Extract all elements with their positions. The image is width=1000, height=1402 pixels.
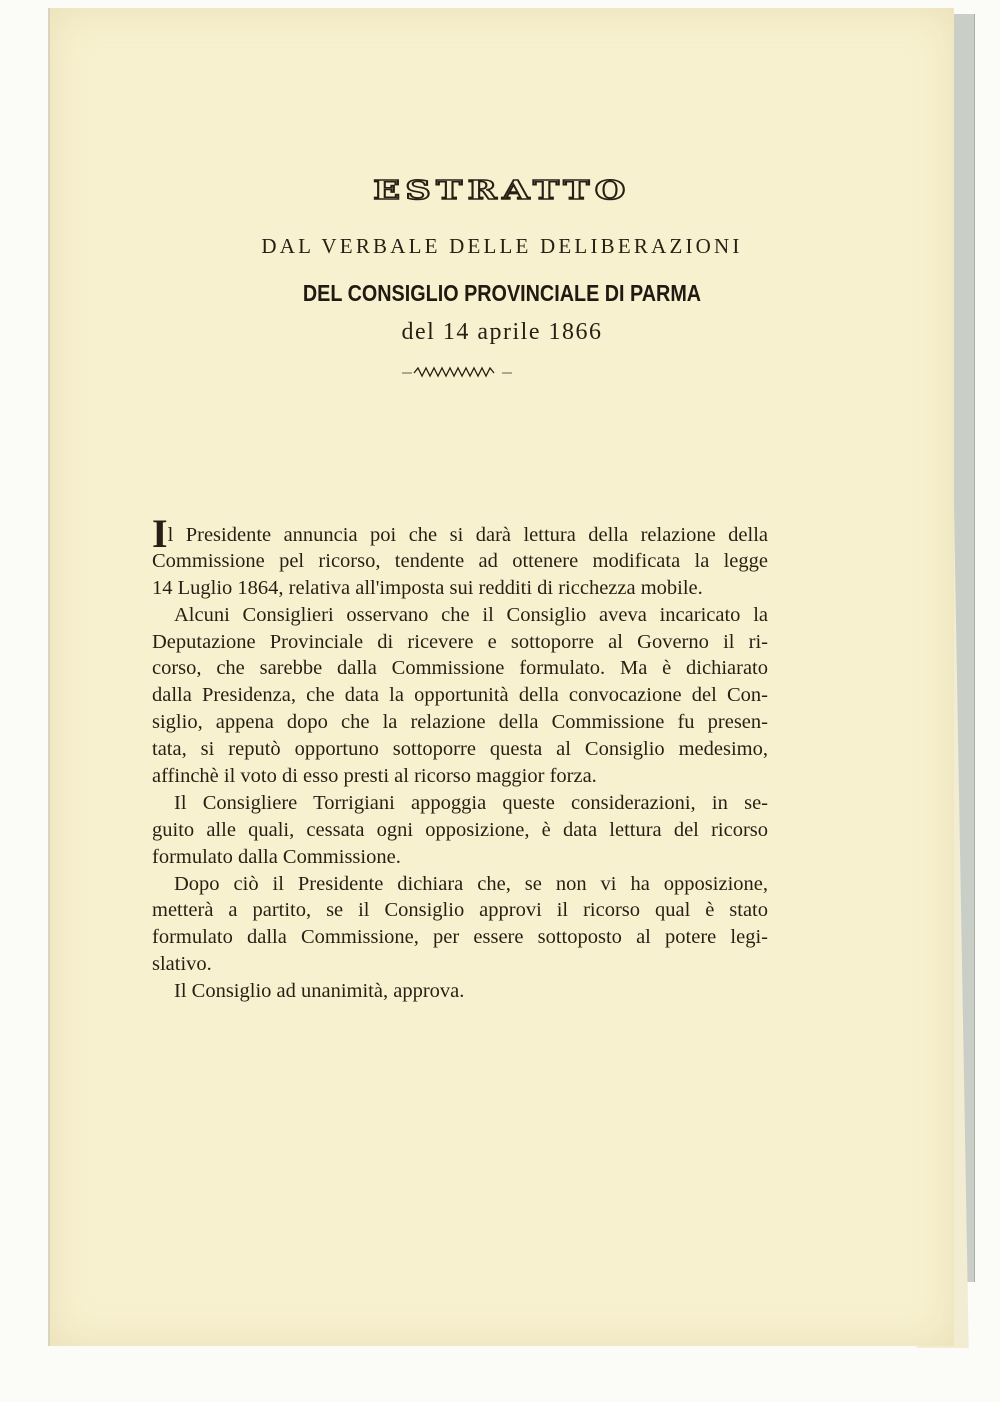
- line-text: siglio, appena dopo che la relazione della Commissione fu presen-: [152, 711, 768, 734]
- line-text: Il Consiglio ad unanimità, approva.: [174, 980, 465, 1003]
- line-text: metterà a partito, se il Consiglio approvi il ricorso qual è stato: [152, 899, 768, 922]
- line-text: tata, si reputò opportuno sottoporre questa al Consiglio medesimo,: [152, 738, 768, 761]
- text-line: [152, 844, 768, 871]
- text-line: [152, 951, 768, 978]
- text-line: [152, 629, 768, 656]
- text-line: [152, 871, 768, 898]
- line-text: dalla Presidenza, che data la opportunità della convocazione del Con-: [152, 684, 768, 707]
- text-line: [152, 709, 768, 736]
- line-text: Deputazione Provinciale di ricevere e sottoporre al Governo il ri-: [152, 630, 768, 653]
- paragraph: [152, 978, 768, 1005]
- line-text: formulato dalla Commissione.: [152, 845, 401, 868]
- text-line: [152, 602, 768, 629]
- paragraph: [152, 790, 768, 871]
- line-text: guito alle quali, cessata ogni opposizione, è data lettura del ricorso: [152, 818, 768, 841]
- drop-cap: I: [152, 511, 168, 556]
- line-text: Dopo ciò il Presidente dichiara che, se non vi ha opposizione,: [174, 872, 768, 895]
- text-line: [152, 897, 768, 924]
- ornament-divider: [402, 364, 512, 378]
- line-text: 14 Luglio 1864, relativa all'imposta sui redditi di ricchezza mobile.: [152, 576, 703, 599]
- line-text: corso, che sarebbe dalla Commissione formulato. Ma è dichiarato: [152, 657, 768, 680]
- text-line: [152, 924, 768, 951]
- line-text: slativo.: [152, 953, 212, 976]
- text-line: [152, 763, 768, 790]
- document-body: [152, 511, 768, 1005]
- line-text: l Presidente annuncia poi che si darà lettura della relazione della: [167, 524, 768, 546]
- paragraph: [152, 511, 768, 602]
- line-text: Alcuni Consiglieri osservano che il Consiglio aveva incaricato la: [174, 603, 768, 626]
- text-line: [152, 817, 768, 844]
- line-text: Il Consigliere Torrigiani appoggia queste considerazioni, in se-: [174, 791, 768, 814]
- text-line: [152, 736, 768, 763]
- text-line: [152, 978, 768, 1005]
- council-name: DEL CONSIGLIO PROVINCIALE DI PARMA: [302, 280, 702, 306]
- paragraph: [152, 871, 768, 979]
- document-subtitle: DAL VERBALE DELLE DELIBERAZIONI: [261, 234, 743, 258]
- line-text: affinchè il voto di esso presti al ricorso maggior forza.: [152, 765, 597, 788]
- text-line: [152, 511, 768, 556]
- text-line: [152, 548, 768, 575]
- text-line: [152, 682, 768, 709]
- paragraph: [152, 602, 768, 790]
- text-line: [152, 655, 768, 682]
- line-text: formulato dalla Commissione, per essere sottoposto al potere legi-: [152, 926, 768, 949]
- document-date: del 14 aprile 1866: [401, 319, 603, 345]
- text-line: [152, 575, 768, 602]
- document-title: ESTRATTO: [373, 176, 631, 206]
- document-page: [48, 8, 954, 1346]
- text-line: [152, 790, 768, 817]
- line-text: Commissione pel ricorso, tendente ad ottenere modificata la legge: [152, 549, 768, 572]
